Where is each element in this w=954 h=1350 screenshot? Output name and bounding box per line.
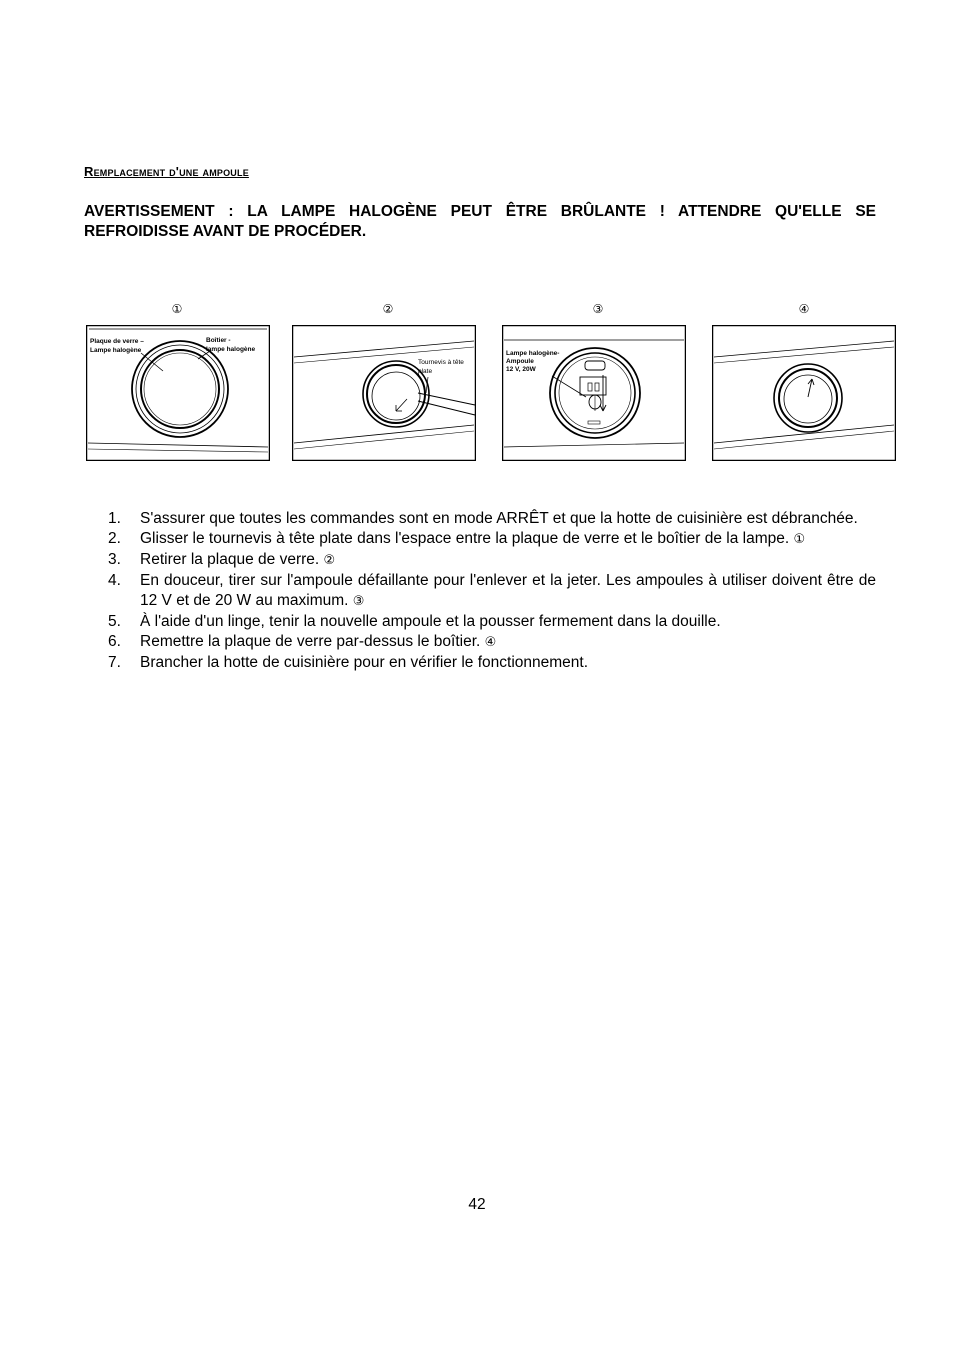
figure-reference: ①	[793, 532, 806, 547]
figure-2-number: ②	[382, 302, 394, 316]
figure-4-panel	[712, 325, 896, 461]
figure-3-illustration	[502, 325, 686, 461]
step-text: Retirer la plaque de verre.	[140, 551, 320, 568]
figure-1-number: ①	[171, 302, 183, 316]
figure-reference: ③	[352, 594, 365, 609]
figure-2-label-screwdriver-1: Tournevis à tête	[418, 359, 464, 366]
figure-1-label-glass-2: Lampe halogène	[90, 347, 142, 354]
page-number: 42	[468, 1196, 486, 1213]
warning-text: AVERTISSEMENT : LA LAMPE HALOGÈNE PEUT ÊTRE BRÛLANTE ! ATTENDRE QU'ELLE SE REFROIDISSE AVANT DE PROCÉDER.	[84, 203, 876, 240]
figure-2-illustration	[292, 325, 476, 461]
figure-1-label-housing-1: Boîtier -	[206, 337, 231, 344]
figure-1-panel	[86, 325, 270, 461]
step-text: Brancher la hotte de cuisinière pour en vérifier le fonctionnement.	[140, 654, 589, 671]
figure-reference: ④	[484, 635, 497, 650]
figure-3-label-1: Lampe halogène-	[506, 350, 560, 357]
step-item	[108, 550, 876, 571]
step-text: En douceur, tirer sur l'ampoule défaillante pour l'enlever et la jeter. Les ampoules à utiliser doivent être de 12 V et de 20 W au maximum.	[140, 572, 876, 609]
step-item	[108, 632, 876, 653]
step-text: Glisser le tournevis à tête plate dans l'espace entre la plaque de verre et le boîtier de la lampe.	[140, 530, 790, 547]
step-number: 5.	[108, 613, 121, 630]
step-number: 4.	[108, 572, 121, 589]
figure-4-illustration	[712, 325, 896, 461]
instruction-steps	[108, 509, 876, 673]
figure-3-number: ③	[592, 302, 604, 316]
step-number: 6.	[108, 633, 121, 650]
figure-1-illustration	[86, 325, 270, 461]
step-number: 3.	[108, 551, 121, 568]
step-item	[108, 653, 876, 673]
figure-2-panel	[292, 325, 476, 461]
step-number: 1.	[108, 510, 121, 527]
step-item	[108, 509, 876, 529]
section-heading: Remplacement d'une ampoule	[84, 164, 249, 179]
figure-3-panel	[502, 325, 686, 461]
step-item	[108, 612, 876, 632]
figure-1-label-glass-1: Plaque de verre –	[90, 338, 144, 345]
step-text: À l'aide d'un linge, tenir la nouvelle ampoule et la pousser fermement dans la douille.	[140, 613, 721, 630]
step-item	[108, 529, 876, 550]
figure-4-number: ④	[798, 302, 810, 316]
step-text: Remettre la plaque de verre par-dessus le boîtier.	[140, 633, 481, 650]
figure-reference: ②	[323, 553, 336, 568]
figure-2-label-screwdriver-2: plate	[418, 368, 433, 375]
step-item	[108, 571, 876, 612]
figure-3-label-3: 12 V, 20W	[506, 366, 536, 373]
step-number: 2.	[108, 530, 121, 547]
figure-3-label-2: Ampoule	[506, 358, 534, 365]
step-text: S'assurer que toutes les commandes sont en mode ARRÊT et que la hotte de cuisinière est débranchée.	[140, 510, 858, 527]
step-number: 7.	[108, 654, 121, 671]
figure-1-label-housing-2: lampe halogène	[206, 346, 256, 353]
